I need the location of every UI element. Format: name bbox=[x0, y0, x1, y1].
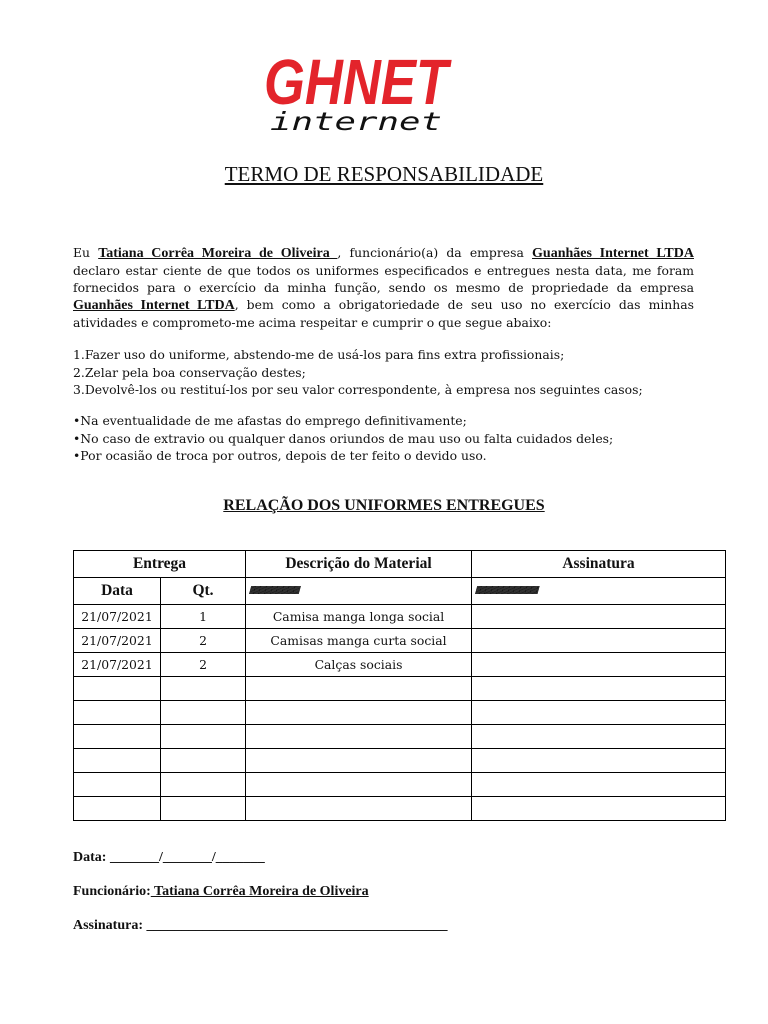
cell-description: Camisas manga curta social bbox=[246, 629, 472, 653]
footer-employee bbox=[73, 884, 369, 900]
cell-date bbox=[74, 677, 161, 701]
cell-description bbox=[246, 701, 472, 725]
cell-signature bbox=[472, 725, 726, 749]
numbered-list bbox=[73, 346, 713, 399]
cell-description bbox=[246, 797, 472, 821]
cell-signature bbox=[472, 773, 726, 797]
footer-signature bbox=[73, 918, 448, 934]
cell-signature bbox=[472, 701, 726, 725]
cell-signature bbox=[472, 605, 726, 629]
header-entrega: Entrega bbox=[74, 551, 246, 578]
cell-description bbox=[246, 725, 472, 749]
section-title: RELAÇÃO DOS UNIFORMES ENTREGUES bbox=[223, 497, 545, 514]
company-logo bbox=[262, 50, 452, 134]
cell-signature bbox=[472, 797, 726, 821]
cell-qty bbox=[161, 677, 246, 701]
cell-qty bbox=[161, 797, 246, 821]
cell-qty: 2 bbox=[161, 629, 246, 653]
cell-qty bbox=[161, 773, 246, 797]
table-row bbox=[74, 797, 726, 821]
intro-paragraph bbox=[73, 244, 694, 331]
list-item: 1.Fazer uso do uniforme, abstendo-me de usá-los para fins extra profissionais; bbox=[73, 347, 565, 362]
logo-bottom-text: internet bbox=[270, 107, 442, 134]
intro-text-1: Eu bbox=[73, 245, 99, 260]
table-subheader-row bbox=[74, 578, 726, 605]
cell-date bbox=[74, 797, 161, 821]
hatch-cell: ////////////////////////////////////////////////////////// bbox=[246, 578, 472, 605]
cell-qty bbox=[161, 701, 246, 725]
list-item: •Por ocasião de troca por outros, depois de ter feito o devido uso. bbox=[73, 448, 487, 463]
cell-date: 21/07/2021 bbox=[74, 605, 161, 629]
intro-text-4: , bem como a obrigatoriedade de seu uso no exercício das minhas atividades e comprometo-me acima respeitar e cumprir o que segue abaixo: bbox=[73, 297, 694, 330]
list-item: •No caso de extravio ou qualquer danos oriundos de mau uso ou falta cuidados deles; bbox=[73, 430, 614, 446]
cell-description: Calças sociais bbox=[246, 653, 472, 677]
signature-line: ___________________________________________ bbox=[146, 918, 448, 933]
cell-qty: 2 bbox=[161, 653, 246, 677]
cell-date bbox=[74, 749, 161, 773]
intro-text-3: declaro estar ciente de que todos os uniformes especificados e entregues nesta data, me foram fornecidos para o exercício da minha função, sendo os mesmo de propriedade da empresa bbox=[73, 263, 694, 295]
intro-text-2: , funcionário(a) da empresa bbox=[337, 245, 533, 260]
date-value: _______/_______/_______ bbox=[109, 850, 265, 865]
company-name-2: Guanhães Internet LTDA bbox=[73, 298, 235, 313]
list-item: 3.Devolvê-los ou restituí-los por seu valor correspondente, à empresa nos seguintes casos; bbox=[73, 382, 643, 397]
cell-description: Camisa manga longa social bbox=[246, 605, 472, 629]
table-row bbox=[74, 701, 726, 725]
header-data: Data bbox=[74, 578, 161, 605]
employee-label: Funcionário: bbox=[73, 884, 151, 899]
bullet-list bbox=[73, 412, 713, 465]
header-descricao: Descrição do Material bbox=[246, 551, 472, 578]
uniforms-table bbox=[73, 550, 726, 821]
table-row bbox=[74, 653, 726, 677]
employee-value: Tatiana Corrêa Moreira de Oliveira bbox=[150, 884, 369, 899]
cell-date: 21/07/2021 bbox=[74, 629, 161, 653]
date-label: Data: bbox=[73, 850, 110, 865]
company-name: Guanhães Internet LTDA bbox=[532, 246, 694, 261]
employee-name: Tatiana Corrêa Moreira de Oliveira bbox=[98, 246, 338, 261]
header-assinatura: Assinatura bbox=[472, 551, 726, 578]
table-row bbox=[74, 773, 726, 797]
header-qt: Qt. bbox=[161, 578, 246, 605]
cell-qty: 1 bbox=[161, 605, 246, 629]
logo-top-text: GHNET bbox=[264, 50, 452, 118]
table-row bbox=[74, 725, 726, 749]
cell-signature bbox=[472, 677, 726, 701]
cell-signature bbox=[472, 749, 726, 773]
cell-qty bbox=[161, 725, 246, 749]
cell-qty bbox=[161, 749, 246, 773]
cell-signature bbox=[472, 653, 726, 677]
table-row bbox=[74, 605, 726, 629]
table-row bbox=[74, 629, 726, 653]
table-row bbox=[74, 749, 726, 773]
cell-signature bbox=[472, 629, 726, 653]
cell-description bbox=[246, 749, 472, 773]
cell-date bbox=[74, 725, 161, 749]
list-item: 2.Zelar pela boa conservação destes; bbox=[73, 364, 306, 380]
cell-date: 21/07/2021 bbox=[74, 653, 161, 677]
footer-date bbox=[73, 850, 265, 866]
cell-description bbox=[246, 677, 472, 701]
hatch-cell: ///////////////////////////////////////////////////////////////////////// bbox=[472, 578, 726, 605]
cell-description bbox=[246, 773, 472, 797]
list-item: •Na eventualidade de me afastas do emprego definitivamente; bbox=[73, 413, 467, 428]
table-header-row bbox=[74, 551, 726, 578]
document-title: TERMO DE RESPONSABILIDADE bbox=[224, 162, 544, 186]
cell-date bbox=[74, 773, 161, 797]
signature-label: Assinatura: bbox=[73, 918, 147, 933]
cell-date bbox=[74, 701, 161, 725]
table-row bbox=[74, 677, 726, 701]
